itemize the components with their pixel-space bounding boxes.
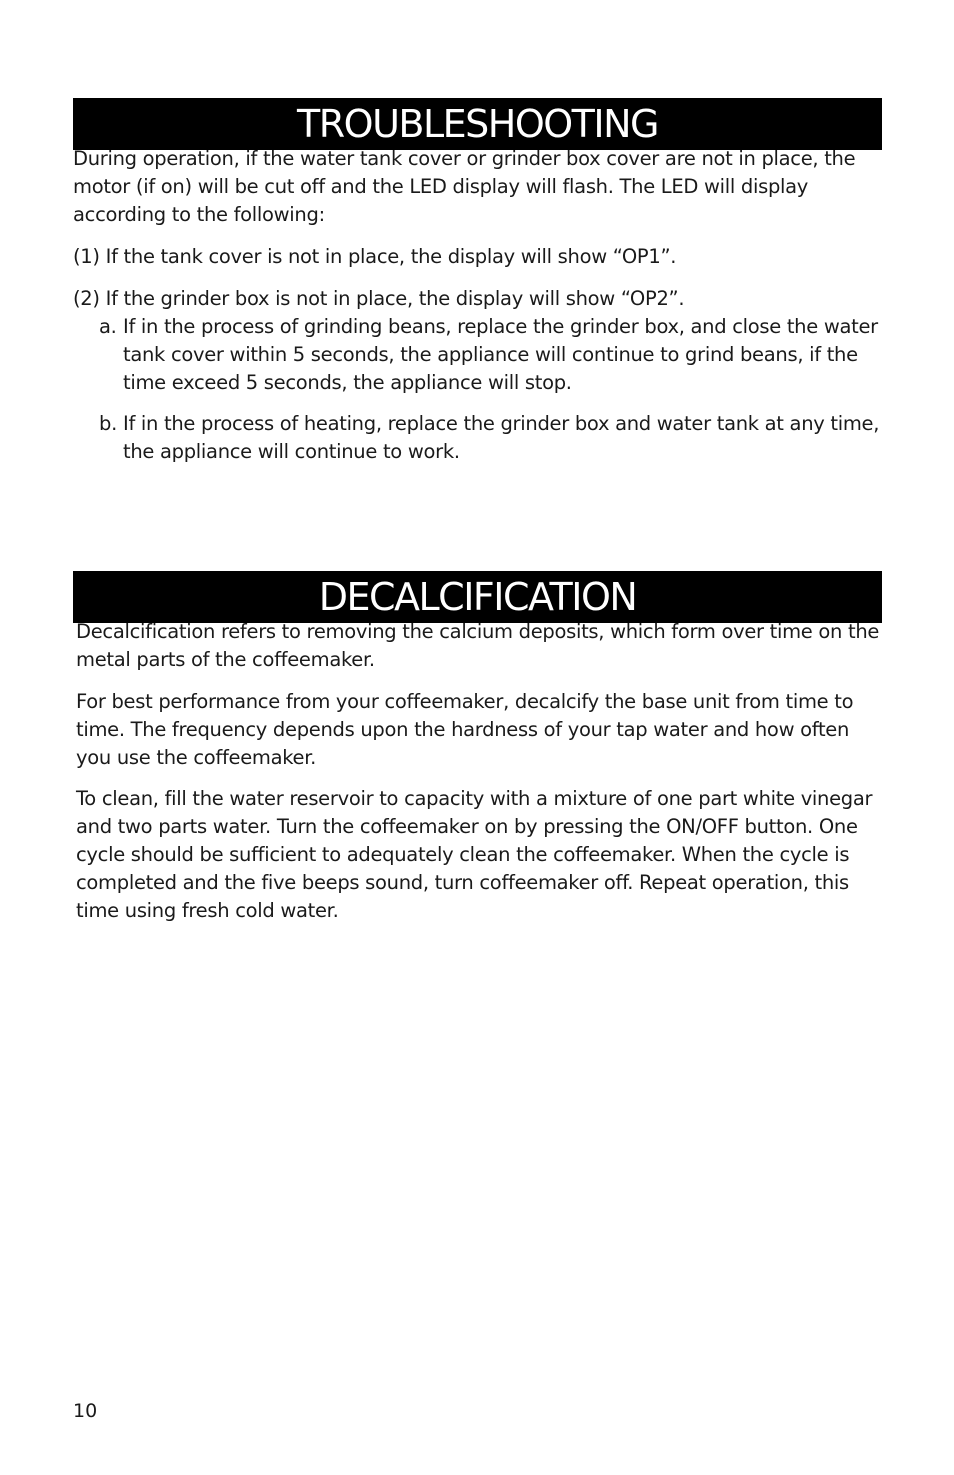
decalcification-paragraph-1: Decalcification refers to removing the calcium deposits, which form over time on the metal parts of the coffeemaker. — [76, 620, 880, 671]
subitem-a-text: If in the process of grinding beans, replace the grinder box, and close the water tank cover within 5 seconds, the appliance will continue to grind beans, if the time exceed 5 seconds, the appliance will stop. — [123, 315, 878, 394]
subitem-a-label: a. — [99, 315, 117, 338]
troubleshooting-intro: During operation, if the water tank cover or grinder box cover are not in place, the motor (if on) will be cut off and the LED display will flash. The LED will display according to the following: — [73, 147, 856, 226]
decalcification-paragraph-3: To clean, fill the water reservoir to capacity with a mixture of one part white vinegar and two parts water. Turn the coffeemaker on by pressing the ON/OFF button. One cycle should be sufficient to adequately clean the coffeemaker. When the cycle is completed and the five beeps sound, turn coffeemaker off. Repeat operation, this time using fresh cold water. — [76, 787, 873, 922]
subitem-b-label: b. — [99, 412, 117, 435]
troubleshooting-heading: TROUBLESHOOTING — [73, 98, 882, 150]
subitem-b-text: If in the process of heating, replace the grinder box and water tank at any time, the appliance will continue to work. — [123, 412, 880, 463]
troubleshooting-item-1: (1) If the tank cover is not in place, the display will show “OP1”. — [73, 245, 677, 268]
decalcification-paragraph-2: For best performance from your coffeemaker, decalcify the base unit from time to time. The frequency depends upon the hardness of your tap water and how often you use the coffeemaker. — [76, 690, 854, 769]
troubleshooting-subitem-b — [99, 410, 889, 466]
troubleshooting-item-2: (2) If the grinder box is not in place, the display will show “OP2”. — [73, 287, 685, 310]
decalcification-heading: DECALCIFICATION — [73, 571, 882, 623]
page-number: 10 — [73, 1400, 98, 1422]
troubleshooting-subitem-a — [99, 313, 889, 397]
